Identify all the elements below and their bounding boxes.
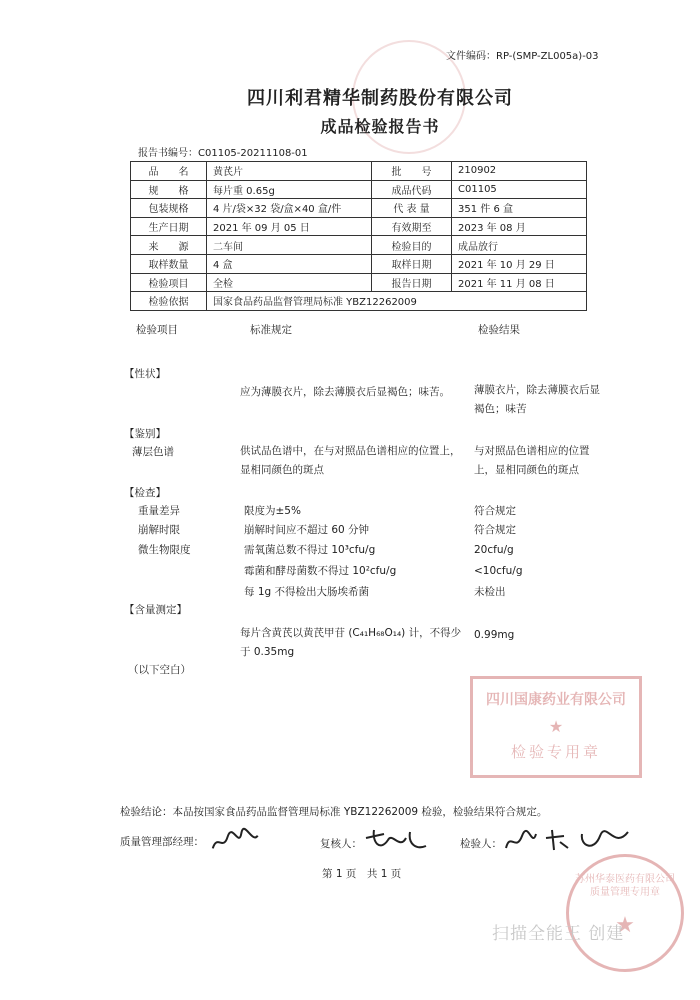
info-value: 210902: [452, 162, 587, 181]
assay-standard: 每片含黄芪以黄芪甲苷 (C₄₁H₆₈O₁₄) 计，不得少于 0.35mg: [240, 627, 462, 658]
file-number: 文件编码：RP-(SMP-ZL005a)-03: [446, 51, 599, 62]
inspection-standard: 需氧菌总数不得过 10³cfu/g: [244, 544, 376, 556]
info-label: 生产日期: [131, 217, 207, 236]
info-label: 品 名: [131, 162, 207, 181]
info-row: [131, 217, 587, 236]
report-title: 成品检验报告书: [320, 117, 440, 136]
info-value: 2023 年 08 月: [452, 217, 587, 236]
seal-star-icon: ★: [548, 717, 564, 736]
basis-row: [131, 292, 587, 311]
inspector-label: 检验人：: [460, 838, 502, 850]
reviewer-label: 复核人：: [320, 838, 362, 850]
conclusion: 检验结论：本品按国家食品药品监督管理局标准 YBZ12262009 检验，检验结果符合规定。: [120, 806, 548, 818]
column-result: 检验结果: [478, 324, 520, 336]
inspection-result: 符合规定: [474, 505, 516, 517]
info-label: 来 源: [131, 236, 207, 255]
blank-note: （以下空白）: [128, 664, 191, 676]
info-label: 成品代码: [372, 180, 452, 199]
inspection-result: 20cfu/g: [474, 544, 514, 556]
inspection-result: 未检出: [474, 586, 506, 598]
info-value: 351 件 6 盒: [452, 199, 587, 218]
info-label: 检验目的: [372, 236, 452, 255]
section-inspection-header: 【检查】: [124, 487, 166, 499]
info-value: 2021 年 10 月 29 日: [452, 254, 587, 273]
character-result: 薄膜衣片，除去薄膜衣后显褐色；味苦: [474, 384, 600, 415]
report-number: 报告书编号：C01105-20211108-01: [138, 148, 308, 159]
info-label: 有效期至: [372, 217, 452, 236]
inspection-standard: 每 1g 不得检出大肠埃希菌: [244, 586, 370, 598]
info-row: [131, 199, 587, 218]
inspector-signature: [502, 826, 632, 856]
info-row: [131, 273, 587, 292]
info-value: 成品放行: [452, 236, 587, 255]
info-value: 2021 年 11 月 08 日: [452, 273, 587, 292]
round-seal-text: 苏州华泰医药有限公司 质量管理专用章: [575, 874, 675, 898]
round-seal-stamp: [566, 854, 684, 972]
info-value: 每片重 0.65g: [207, 180, 372, 199]
basis-label: 检验依据: [131, 292, 207, 311]
info-value: C01105: [452, 180, 587, 199]
inspection-standard: 限度为±5%: [244, 505, 301, 517]
info-row: [131, 180, 587, 199]
info-row: [131, 254, 587, 273]
info-label: 取样日期: [372, 254, 452, 273]
inspection-item: 崩解时限: [138, 524, 180, 536]
info-label: 报告日期: [372, 273, 452, 292]
column-standard: 标准规定: [250, 324, 292, 336]
info-label: 检验项目: [131, 273, 207, 292]
info-label: 取样数量: [131, 254, 207, 273]
inspection-result: 符合规定: [474, 524, 516, 536]
section-identification-header: 【鉴别】: [124, 428, 166, 440]
info-value: 全检: [207, 273, 372, 292]
scanner-watermark: 扫描全能王 创建: [492, 924, 625, 944]
round-seal-star-icon: ★: [615, 913, 635, 938]
info-value: 黄芪片: [207, 162, 372, 181]
inspection-standard: 崩解时间应不超过 60 分钟: [244, 524, 370, 536]
inspection-seal-stamp: [470, 676, 642, 778]
section-character-header: 【性状】: [124, 368, 166, 380]
info-value: 4 片/袋×32 袋/盒×40 盒/件: [207, 199, 372, 218]
inspection-item: 微生物限度: [138, 544, 191, 556]
inspection-standard: 霉菌和酵母菌数不得过 10²cfu/g: [244, 565, 397, 577]
info-row: [131, 236, 587, 255]
info-label: 代 表 量: [372, 199, 452, 218]
identification-standard: 供试品色谱中，在与对照品色谱相应的位置上，显相同颜色的斑点: [240, 445, 461, 476]
section-assay-header: 【含量测定】: [124, 604, 187, 616]
info-value: 二车间: [207, 236, 372, 255]
seal-company-text: 四川国康药业有限公司: [486, 692, 626, 708]
info-row: [131, 162, 587, 181]
info-value: 2021 年 09 月 05 日: [207, 217, 372, 236]
info-table: [130, 161, 587, 311]
reviewer-signature: [362, 826, 432, 856]
info-value: 4 盒: [207, 254, 372, 273]
inspection-item: 重量差异: [138, 505, 180, 517]
qa-manager-signature: [209, 825, 261, 854]
company-name: 四川利君精华制药股份有限公司: [247, 88, 513, 109]
column-item: 检验项目: [136, 324, 178, 336]
assay-result: 0.99mg: [474, 629, 515, 641]
character-standard: 应为薄膜衣片，除去薄膜衣后显褐色；味苦。: [240, 386, 450, 398]
seal-purpose-text: 检验专用章: [510, 743, 601, 761]
page-number: 第 1 页 共 1 页: [322, 868, 402, 880]
info-label: 规 格: [131, 180, 207, 199]
info-label: 包装规格: [131, 199, 207, 218]
qa-manager-label: 质量管理部经理：: [120, 836, 204, 848]
basis-value: 国家食品药品监督管理局标准 YBZ12262009: [207, 292, 587, 311]
info-label: 批 号: [372, 162, 452, 181]
inspection-result: <10cfu/g: [474, 565, 523, 577]
identification-result: 与对照品色谱相应的位置上，显相同颜色的斑点: [474, 445, 590, 476]
identification-item: 薄层色谱: [132, 446, 174, 458]
